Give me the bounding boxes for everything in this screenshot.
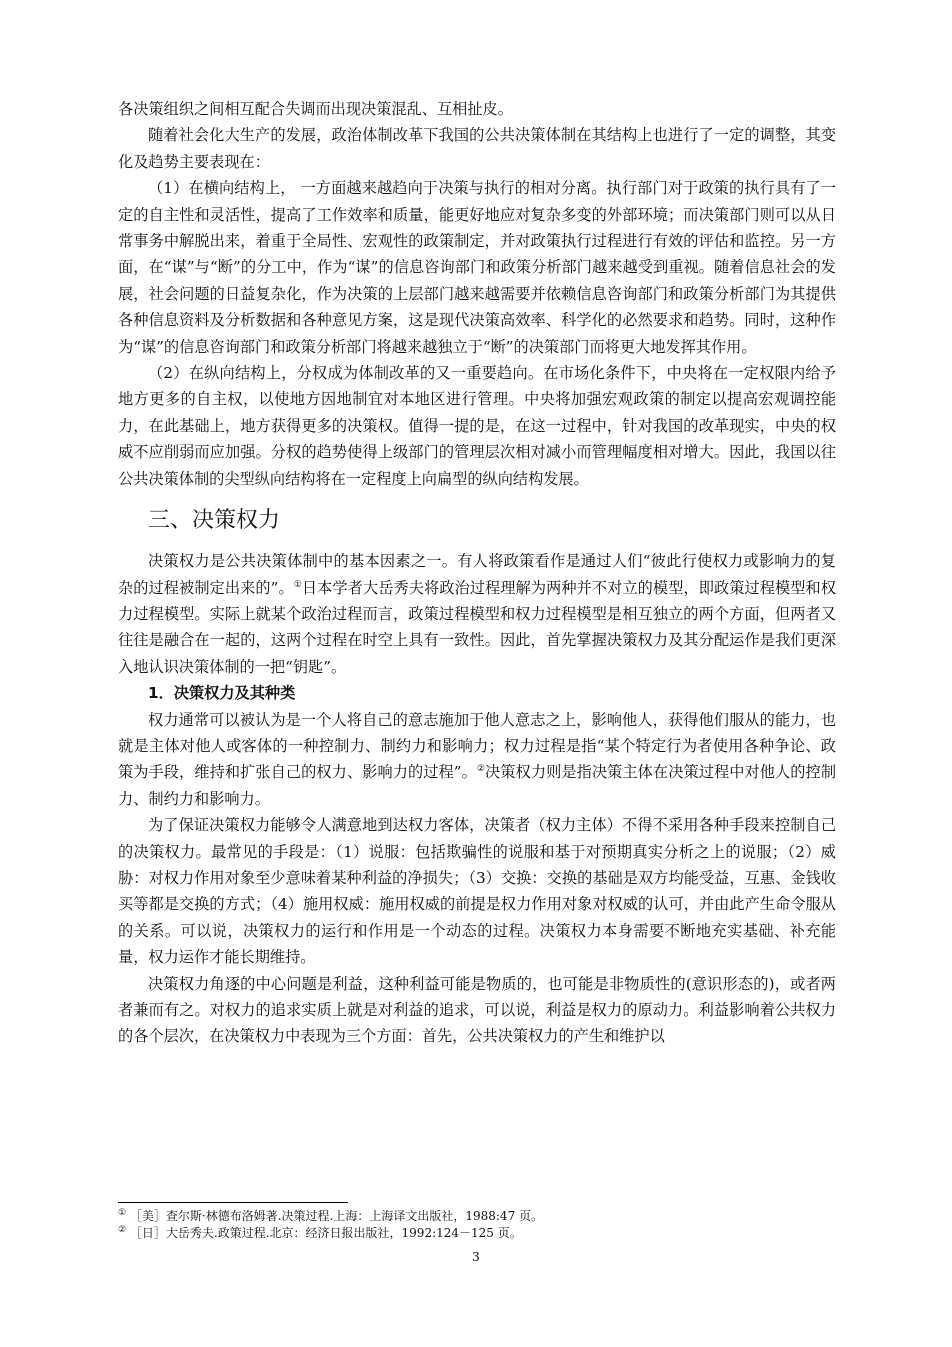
footnote-mark: ② — [118, 1225, 127, 1235]
footnote-divider — [118, 1202, 348, 1203]
footnotes — [118, 1208, 836, 1242]
subsection-heading: 1．决策权力及其种类 — [148, 684, 296, 703]
paragraph-vertical-structure: （2）在纵向结构上，分权成为体制改革的又一重要趋向。在市场化条件下，中央将在一定权限内给予地方更多的自主权，以使地方因地制宜对本地区进行管理。中央将加强宏观政策的制定以提高宏观调控能力，在此基础上，地方获得更多的决策权。值得一提的是，在这一过程中，针对我国的改革现实，中央的权威不应削弱而应加强。分权的趋势使得上级部门的管理层次相对减小而管理幅度相对增大。因此，我国以往公共决策体制的尖型纵向结构将在一定程度上向扁型的纵向结构发展。 — [118, 364, 836, 488]
footnote-text: ［美］查尔斯·林德布洛姆著.决策过程.上海：上海译文出版社，1988:47 页。 — [129, 1209, 544, 1223]
paragraph-continued: 各决策组织之间相互配合失调而出现决策混乱、互相扯皮。 — [118, 100, 513, 118]
paragraph-power-means: 为了保证决策权力能够令人满意地到达权力客体，决策者（权力主体）不得不采用各种手段来控制自己的决策权力。最常见的手段是：（1）说服：包括欺骗性的说服和基于对预期真实分析之上的说服；（2）威胁：对权力作用对象至少意味着某种利益的净损失；（3）交换：交换的基础是双方均能受益，互惠、金钱收买等都是交换的方式；（4）施用权威：施用权威的前提是权力作用对象对权威的认可，并由此产生命令服从的关系。可以说，决策权力的运行和作用是一个动态的过程。决策权力本身需要不断地充实基础、补充能量，权力运作才能长期维持。 — [118, 816, 836, 967]
footnote-item — [118, 1208, 836, 1225]
footnote-ref-1[interactable]: ① — [293, 579, 302, 590]
paragraph-text: 决策权力是公共决策体制中的基本因素之一。有人将政策看作是通过人们“彼此行使权力或影响力的复杂的过程被制定出来的”。 — [118, 552, 836, 597]
footnote-item — [118, 1225, 836, 1242]
page-number: 3 — [472, 1250, 480, 1264]
footnote-ref-2[interactable]: ② — [476, 764, 486, 775]
footnote-text: ［日］大岳秀夫.政策过程.北京：经济日报出版社，1992:124－125 页。 — [129, 1226, 522, 1240]
paragraph-text: 日本学者大岳秀夫将政治过程理解为两种并不对立的模型，即政策过程模型和权力过程模型。实际上就某个政治过程而言，政策过程模型和权力过程模型是相互独立的两个方面，但两者又往往是融合在一起的，这两个过程在时空上具有一致性。因此，首先掌握决策权力及其分配运作是我们更深入地认识决策体制的一把“钥匙”。 — [118, 578, 837, 676]
section-heading: 三、决策权力 — [148, 508, 281, 534]
document-body — [118, 96, 836, 1050]
paragraph-horizontal-structure: （1）在横向结构上， 一方面越来越趋向于决策与执行的相对分离。执行部门对于政策的执行具有了一定的自主性和灵活性，提高了工作效率和质量，能更好地应对复杂多变的外部环境；而决策部门则可以从日常事务中解脱出来，着重于全局性、宏观性的政策制定，并对政策执行过程进行有效的评估和监控。另一方面，在“谋”与“断”的分工中，作为“谋”的信息咨询部门和政策分析部门越来越受到重视。随着信息社会的发展，社会问题的日益复杂化，作为决策的上层部门越来越需要并依赖信息咨询部门和政策分析部门为其提供各种信息资料及分析数据和各种意见方案，这是现代决策高效率、科学化的必然要求和趋势。同时，这种作为“谋”的信息咨询部门和政策分析部门将越来越独立于“断”的决策部门而将更大地发挥其作用。 — [118, 179, 836, 356]
paragraph-power-interest: 决策权力角逐的中心问题是利益，这种利益可能是物质的，也可能是非物质性的(意识形态的)，或者两者兼而有之。对权力的追求实质上就是对利益的追求，可以说，利益是权力的原动力。利益影响着公共权力的各个层次，在决策权力中表现为三个方面：首先，公共决策权力的产生和维护以 — [118, 974, 836, 1046]
footnote-mark: ① — [118, 1208, 127, 1218]
paragraph-text: 决策权力则是指决策主体在决策过程中对他人的控制力、制约力和影响力。 — [118, 763, 837, 808]
paragraph-text: 权力通常可以被认为是一个人将自己的意志施加于他人意志之上，影响他人，获得他们服从的能力，也就是主体对他人或客体的一种控制力、制约力和影响力；权力过程是指“某个特定行为者使用各种争论、政策为手段，维持和扩张自己的权力、影响力的过程”。 — [118, 710, 836, 782]
paragraph-power-definition — [118, 707, 836, 813]
paragraph-structure-intro: 随着社会化大生产的发展，政治体制改革下我国的公共决策体制在其结构上也进行了一定的调整，其变化及趋势主要表现在： — [118, 126, 836, 171]
paragraph-decision-power-intro — [118, 548, 836, 680]
